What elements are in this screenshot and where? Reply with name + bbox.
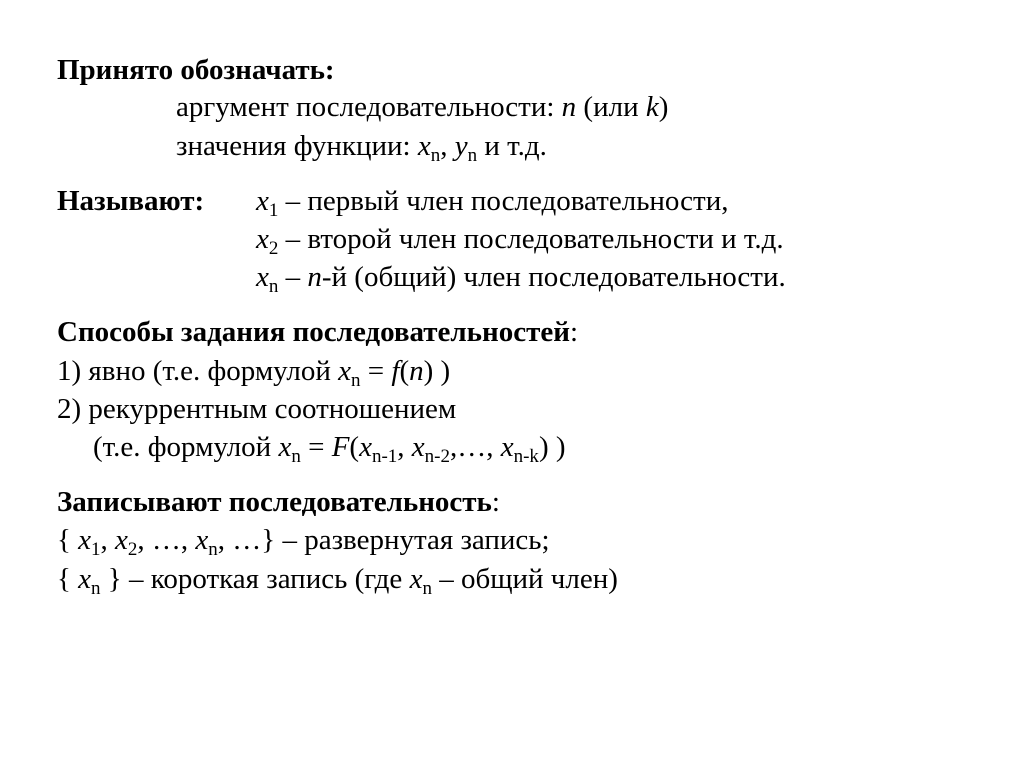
recurrent-suffix: ) ) [538, 431, 566, 463]
var-x: x [411, 431, 425, 463]
paren-close: ) [423, 355, 434, 387]
recurrent-prefix: (т.е. формулой [93, 431, 279, 463]
sub-n: n [291, 446, 301, 467]
var-x: x [359, 431, 372, 463]
sub-n: n [268, 276, 279, 297]
var-x: x [78, 563, 92, 595]
short-tail: – общий член) [431, 563, 618, 595]
sub-2: 2 [268, 238, 279, 259]
argument-text: аргумент последовательности: [176, 91, 562, 123]
brace-open: { [57, 563, 79, 595]
argument-or: (или [576, 91, 646, 123]
method-recurrent-formula [93, 429, 566, 465]
short-notation [57, 561, 618, 597]
notation-heading: Принято обозначать: [57, 54, 335, 86]
sub-n: n [422, 578, 432, 599]
brace-open: { [57, 524, 79, 556]
func-f: f [391, 355, 400, 387]
sub-1: 1 [268, 200, 279, 221]
var-x: x [278, 431, 292, 463]
sub-n-2: n-2 [424, 446, 450, 467]
naming-item-1 [256, 183, 728, 219]
short-close: } – короткая запись (где [100, 563, 410, 595]
var-n: n [307, 261, 322, 293]
values-text: значения функции: [176, 130, 418, 162]
sub-1: 1 [91, 539, 101, 560]
expanded-tail: , …} – развернутая запись; [217, 524, 550, 556]
itemn-dash: – [278, 261, 308, 293]
equals: = [300, 431, 332, 463]
sub-n: n [430, 145, 441, 166]
naming-heading: Называют: [57, 185, 205, 217]
var-n: n [409, 355, 424, 387]
sub-n: n [91, 578, 101, 599]
separator: , [100, 524, 116, 556]
var-x: x [195, 524, 209, 556]
ellipsis: , …, [137, 524, 196, 556]
var-x: x [78, 524, 92, 556]
sub-2: 2 [127, 539, 138, 560]
methods-heading: Способы задания последовательностей [57, 316, 570, 348]
func-F: F [331, 431, 350, 463]
methods-colon: : [569, 316, 578, 348]
item2-text: – второй член последовательности и т.д. [278, 223, 784, 255]
sub-n: n [467, 145, 478, 166]
var-x: x [417, 130, 431, 162]
naming-item-n [256, 259, 786, 295]
argument-line [176, 89, 668, 125]
method-explicit [57, 353, 450, 389]
var-x: x [500, 431, 514, 463]
var-x: x [338, 355, 352, 387]
var-x: x [256, 223, 269, 255]
equals: = [360, 355, 392, 387]
var-x: x [409, 563, 423, 595]
sub-n-1: n-1 [371, 446, 398, 467]
var-x: x [256, 185, 269, 217]
argument-n: n [561, 91, 577, 123]
expanded-notation [57, 522, 550, 558]
argument-k: k [645, 91, 659, 123]
method-recurrent: 2) рекуррентным соотношением [57, 393, 457, 425]
naming-item-2 [256, 221, 784, 257]
explicit-prefix: 1) явно (т.е. формулой [57, 355, 339, 387]
comma: , [440, 130, 455, 162]
argument-close: ) [658, 91, 669, 123]
etc-text: и т.д. [477, 130, 547, 162]
item1-text: – первый член последовательности, [278, 185, 729, 217]
itemn-text: -й (общий) член последовательности. [321, 261, 786, 293]
sub-n-k: n-k [513, 446, 539, 467]
forms-colon: : [491, 486, 500, 518]
var-x: x [115, 524, 128, 556]
paren-open: ( [399, 355, 410, 387]
var-x: x [256, 261, 269, 293]
sub-n: n [351, 370, 361, 391]
forms-heading-line [57, 484, 500, 520]
forms-heading: Записывают последовательность [57, 486, 492, 518]
methods-heading-line [57, 314, 578, 350]
values-line [176, 128, 547, 164]
var-y: y [454, 130, 468, 162]
separator-ellipsis: ,…, [449, 431, 501, 463]
separator: , [397, 431, 412, 463]
explicit-suffix: ) [433, 355, 451, 387]
paren-open: ( [349, 431, 360, 463]
sub-n: n [208, 539, 218, 560]
